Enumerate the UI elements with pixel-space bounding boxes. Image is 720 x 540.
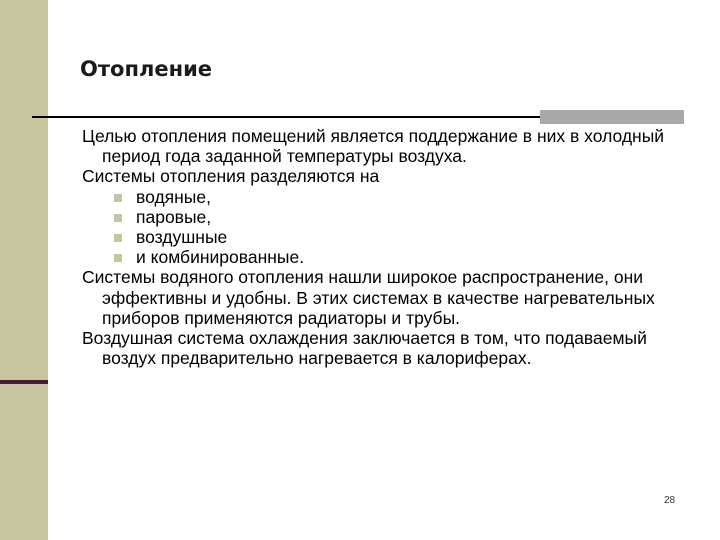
list-item-label: и комбинированные.	[136, 247, 305, 268]
paragraph-heating-types-intro: Системы отопления разделяются на	[82, 166, 380, 187]
square-bullet-icon	[114, 194, 122, 202]
left-decor-accent	[0, 380, 48, 384]
heating-types-list	[82, 187, 692, 268]
paragraph-water-heating: Системы водяного отопления нашли широкое распространение, они эффективны и удобны. В этих системах в качестве нагревательных приборов применяются радиаторы и трубы.	[82, 267, 655, 328]
square-bullet-icon	[114, 234, 122, 242]
paragraph-air-system: Воздушная система охлаждения заключается в том, что подаваемый воздух предварительно нагревается в калориферах.	[82, 328, 647, 369]
list-item-label: воздушные	[136, 227, 228, 248]
list-item	[114, 247, 692, 267]
title-divider-block	[540, 110, 684, 124]
page-number: 28	[664, 495, 676, 506]
square-bullet-icon	[114, 254, 122, 262]
left-decor-band	[0, 0, 48, 540]
square-bullet-icon	[114, 214, 122, 222]
list-item-label: паровые,	[136, 206, 212, 227]
slide-body	[82, 126, 692, 368]
slide-title: Отопление	[80, 57, 213, 81]
list-item	[114, 227, 692, 247]
list-item	[114, 207, 692, 227]
list-item	[114, 187, 692, 207]
list-item-label: водяные,	[136, 186, 211, 207]
paragraph-heating-goal: Целью отопления помещений является поддержание в них в холодный период года заданной температуры воздуха.	[82, 126, 665, 167]
